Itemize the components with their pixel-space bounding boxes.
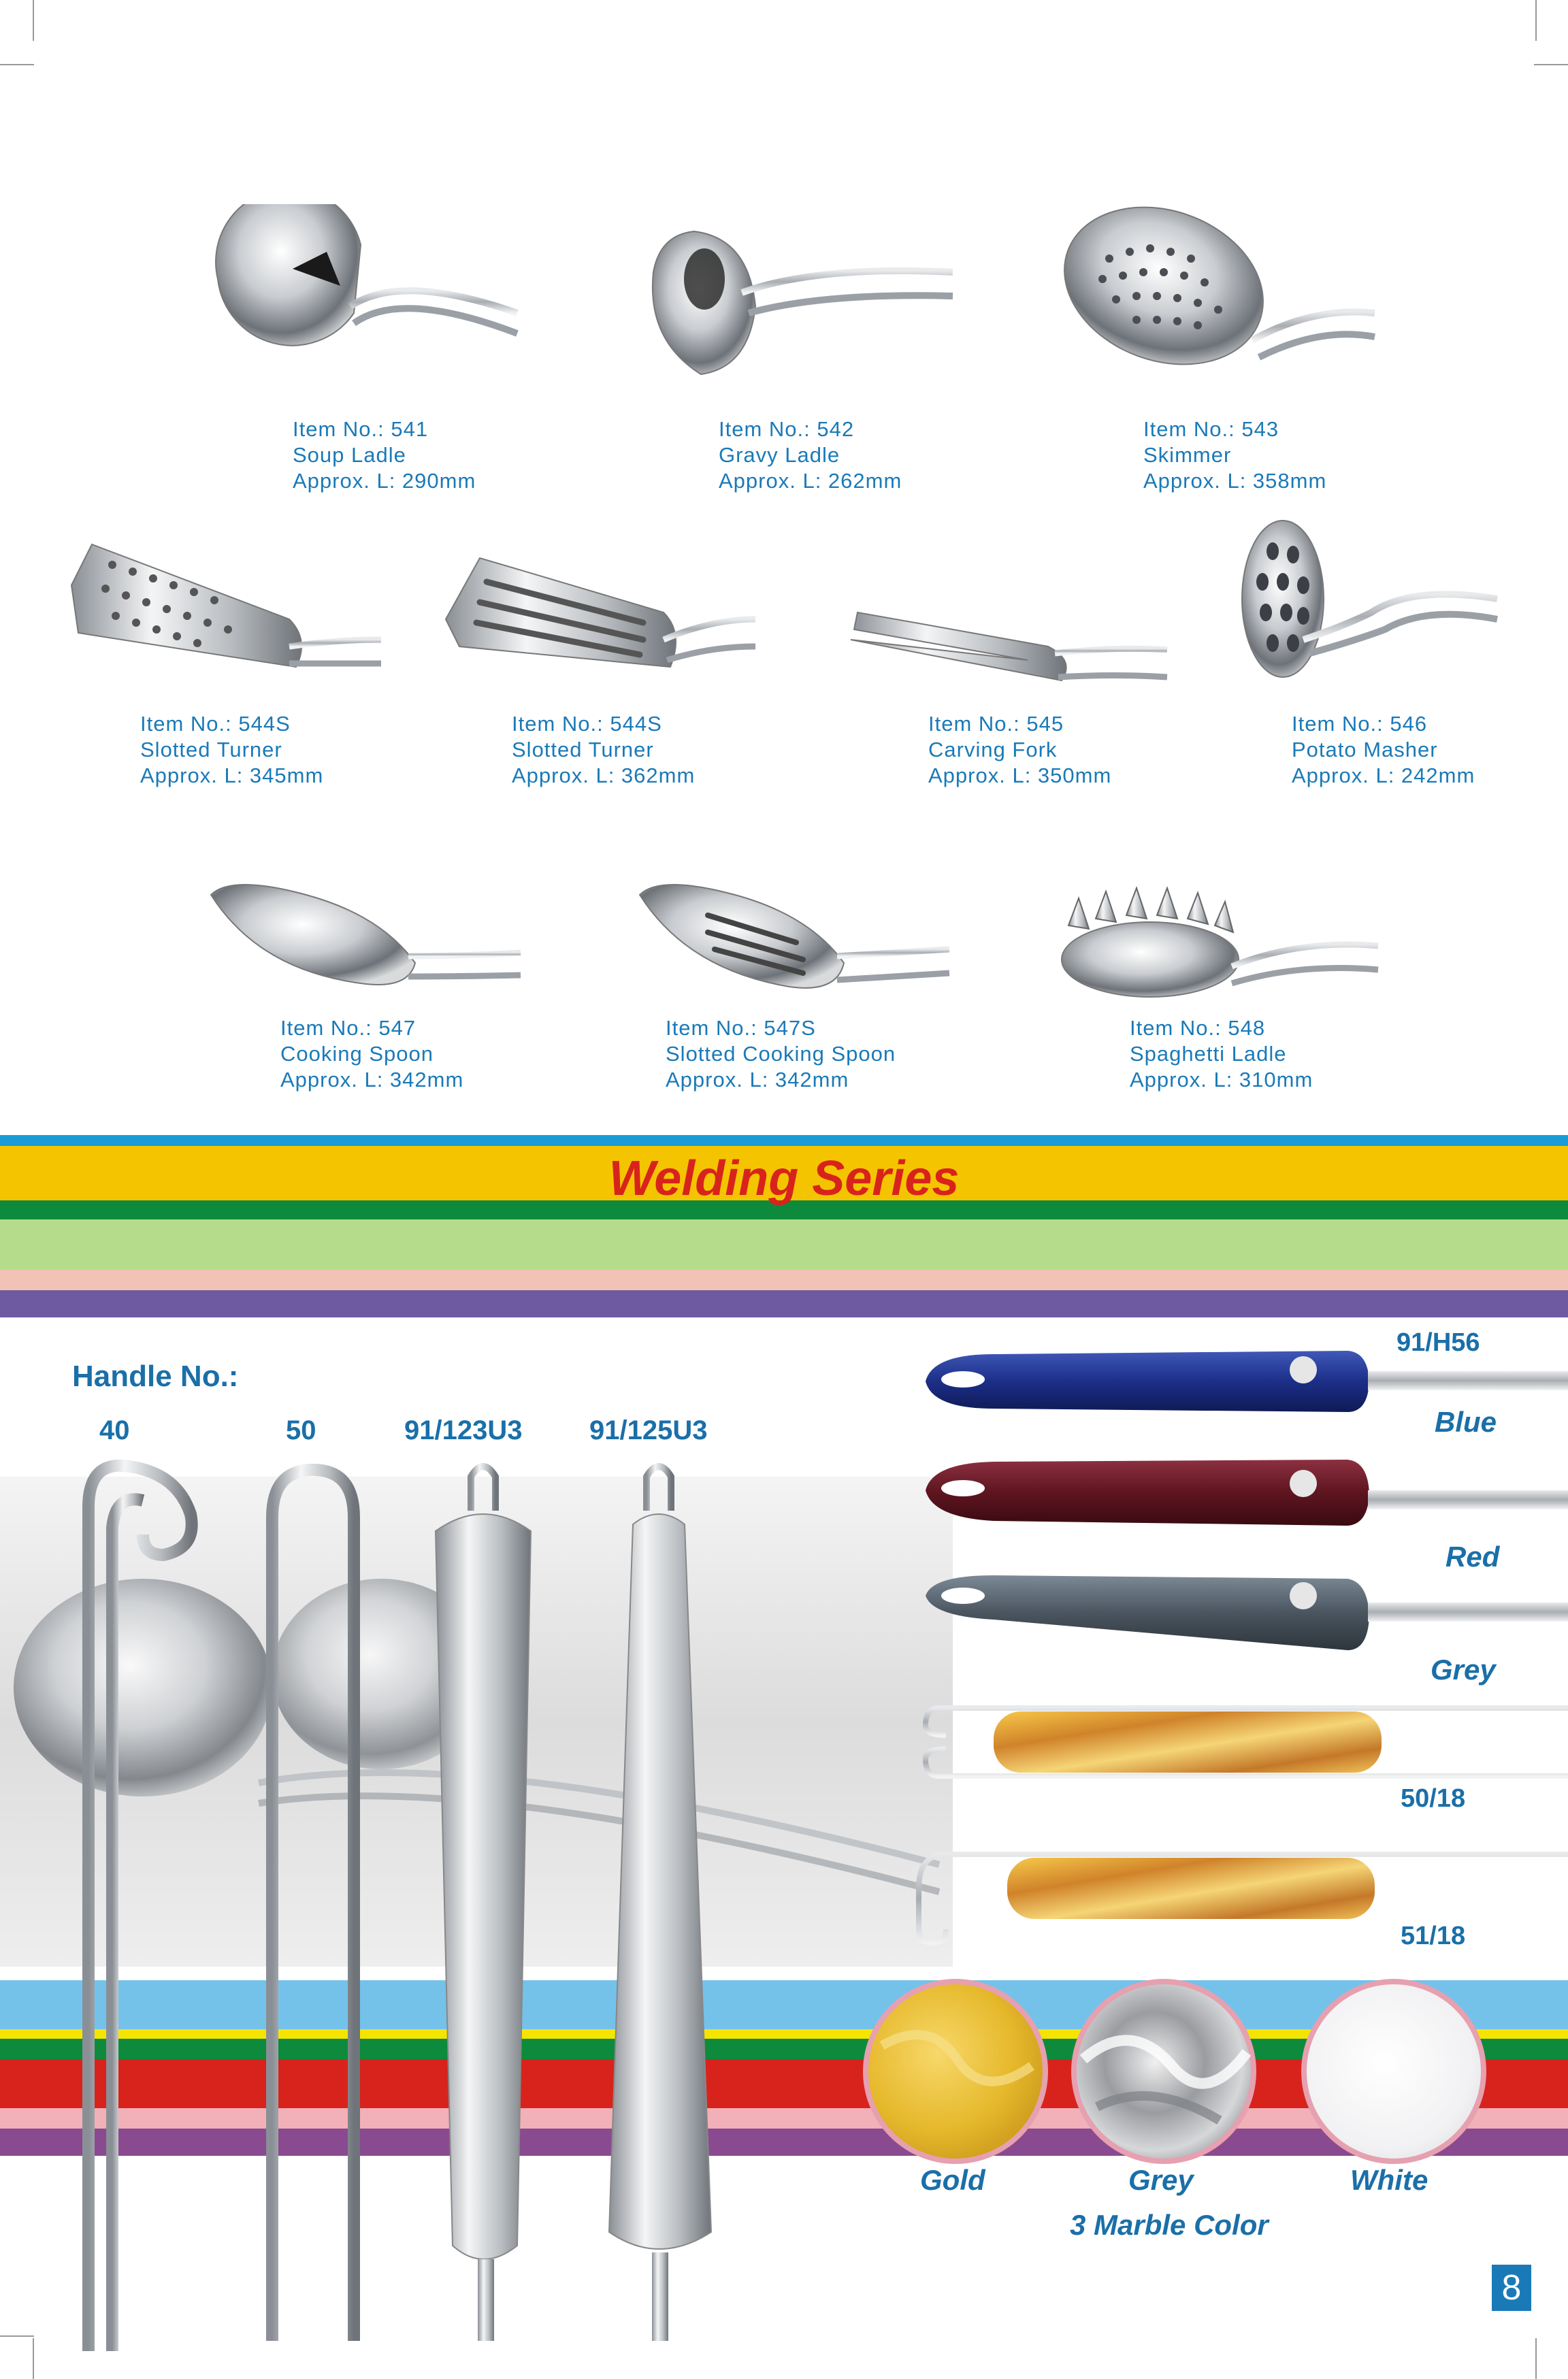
item-544s-b: [512, 711, 695, 789]
white-marble-swatch: [1300, 1978, 1488, 2165]
red-label: Red: [1446, 1541, 1500, 1573]
item-name: Cooking Spoon: [280, 1042, 434, 1066]
grey-handle-image: [912, 1565, 1568, 1660]
item-number: Item No.: 548: [1130, 1016, 1266, 1040]
item-name: Slotted Turner: [512, 738, 654, 761]
handle-91-125u3-label: 91/125U3: [589, 1415, 708, 1445]
stripe-pink: [0, 1270, 1568, 1290]
item-length: Approx. L: 342mm: [280, 1068, 464, 1092]
cooking-spoon-image: [204, 874, 524, 997]
slotted-turner-2-image: [439, 551, 759, 687]
item-length: Approx. L: 345mm: [140, 764, 324, 787]
item-name: Carving Fork: [928, 738, 1058, 761]
item-name: Spaghetti Ladle: [1130, 1042, 1287, 1066]
item-name: Gravy Ladle: [719, 443, 840, 467]
crop-mark: [1534, 64, 1568, 65]
skimmer-image: [1055, 204, 1382, 381]
grey-label: Grey: [1431, 1654, 1496, 1686]
item-541: [293, 416, 476, 494]
item-548: [1130, 1015, 1313, 1093]
stripe-lightgreen: [0, 1219, 1568, 1270]
soup-ladle-image: [204, 204, 524, 374]
gravy-ladle-image: [640, 218, 960, 381]
page-number: 8: [1492, 2265, 1531, 2311]
item-length: Approx. L: 290mm: [293, 469, 476, 493]
item-number: Item No.: 542: [719, 417, 855, 441]
item-number: Item No.: 546: [1292, 712, 1428, 736]
handle-91-123u3-image: [422, 1456, 544, 2341]
item-542: [719, 416, 902, 494]
item-length: Approx. L: 310mm: [1130, 1068, 1313, 1092]
handle-91-125u3-image: [599, 1456, 721, 2341]
item-545: [928, 711, 1111, 789]
red-handle-image: [912, 1449, 1568, 1538]
item-number: Item No.: 545: [928, 712, 1064, 736]
blue-label: Blue: [1435, 1406, 1497, 1438]
crop-mark: [1535, 2338, 1537, 2379]
item-length: Approx. L: 358mm: [1143, 469, 1327, 493]
crop-mark: [0, 64, 34, 65]
carving-fork-image: [844, 599, 1171, 694]
marble-handle-50-18-image: [919, 1694, 1568, 1790]
handle-40-label: 40: [99, 1415, 130, 1445]
crop-mark: [33, 2338, 34, 2379]
item-544s-a: [140, 711, 323, 789]
spaghetti-ladle-image: [1055, 885, 1382, 1014]
slotted-turner-image: [65, 538, 385, 687]
item-name: Slotted Cooking Spoon: [666, 1042, 896, 1066]
grey-marble-swatch: [1070, 1978, 1258, 2165]
item-length: Approx. L: 342mm: [666, 1068, 849, 1092]
item-number: Item No.: 544S: [512, 712, 662, 736]
item-546: [1292, 711, 1475, 789]
handle-50-label: 50: [286, 1415, 316, 1445]
item-547: [280, 1015, 463, 1093]
gold-marble-swatch: [862, 1978, 1049, 2165]
white-marble-label: White: [1350, 2164, 1428, 2196]
item-name: Skimmer: [1143, 443, 1232, 467]
item-length: Approx. L: 242mm: [1292, 764, 1475, 787]
crop-mark: [1535, 0, 1537, 41]
potato-masher-image: [1235, 517, 1501, 687]
item-number: Item No.: 543: [1143, 417, 1279, 441]
item-name: Potato Masher: [1292, 738, 1438, 761]
item-number: Item No.: 547S: [666, 1016, 816, 1040]
series-title: Welding Series: [608, 1151, 960, 1206]
slotted-cooking-spoon-image: [633, 874, 953, 1004]
handle-91-h56-label: 91/H56: [1396, 1328, 1480, 1357]
handle-heading: Handle No.:: [72, 1360, 239, 1393]
item-length: Approx. L: 362mm: [512, 764, 696, 787]
handle-91-123u3-label: 91/123U3: [404, 1415, 523, 1445]
item-number: Item No.: 541: [293, 417, 429, 441]
crop-mark: [0, 2335, 34, 2337]
marble-handle-51-18-image: [905, 1841, 1568, 1956]
marble-caption: 3 Marble Color: [1070, 2209, 1269, 2241]
handle-50-18-label: 50/18: [1401, 1784, 1466, 1813]
crop-mark: [33, 0, 34, 41]
item-547s: [666, 1015, 896, 1093]
handle-40-image: [61, 1453, 211, 2351]
handle-50-image: [252, 1456, 374, 2341]
grey-marble-label: Grey: [1128, 2164, 1194, 2196]
item-length: Approx. L: 262mm: [719, 469, 902, 493]
stripe-purple: [0, 1290, 1568, 1317]
item-number: Item No.: 547: [280, 1016, 416, 1040]
gold-marble-label: Gold: [920, 2164, 985, 2196]
item-number: Item No.: 544S: [140, 712, 291, 736]
item-name: Slotted Turner: [140, 738, 282, 761]
item-name: Soup Ladle: [293, 443, 406, 467]
item-543: [1143, 416, 1326, 494]
item-length: Approx. L: 350mm: [928, 764, 1112, 787]
handle-51-18-label: 51/18: [1401, 1922, 1466, 1950]
stripe-blue: [0, 1135, 1568, 1146]
